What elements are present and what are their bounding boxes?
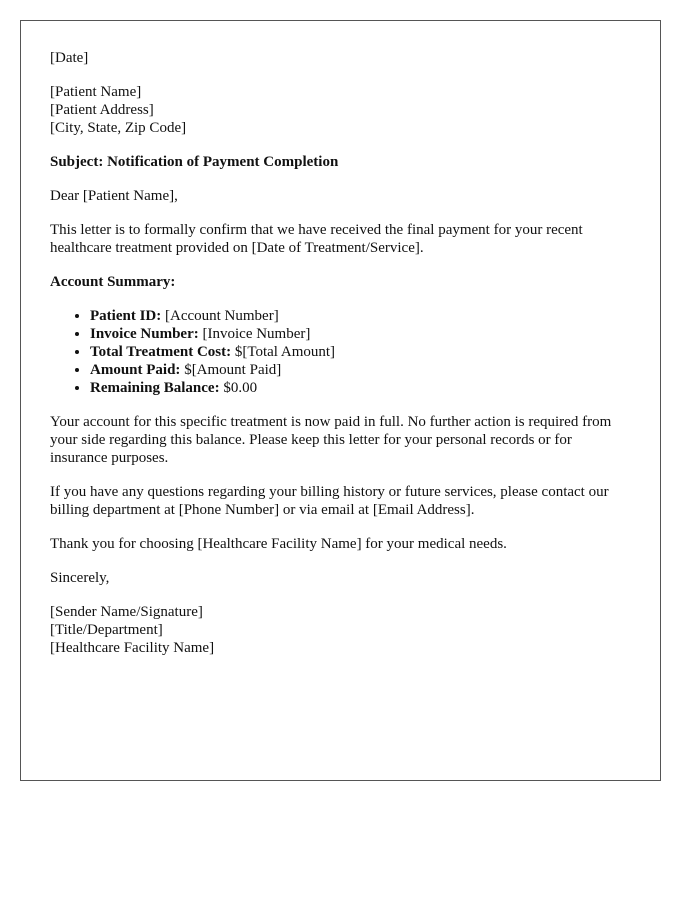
summary-item-value: $0.00 [223,380,258,396]
summary-item-label: Total Treatment Cost: [90,344,232,360]
summary-item-label: Remaining Balance: [90,380,220,396]
recipient-address: [Patient Address] [50,102,154,118]
account-summary-heading: Account Summary: [50,274,176,290]
summary-item-remaining-balance [90,379,630,397]
sender-facility: [Healthcare Facility Name] [50,640,215,656]
summary-item-amount-paid [90,361,630,379]
recipient-block [50,83,630,137]
intro-paragraph: This letter is to formally confirm that we have received the final payment for your recent healthcare treatment provided on [Date of Treatment/Service]. [50,222,583,256]
summary-item-label: Amount Paid: [90,362,181,378]
recipient-city-state-zip: [City, State, Zip Code] [50,120,187,136]
account-summary-list [50,307,630,397]
letter-page [20,20,661,781]
paid-in-full-paragraph: Your account for this specific treatment is now paid in full. No further action is required from your side regarding this balance. Please keep this letter for your personal records or for insurance purposes. [50,414,612,466]
closing: Sincerely, [50,570,110,586]
summary-item-value: [Account Number] [165,308,279,324]
questions-paragraph: If you have any questions regarding your billing history or future services, please contact our billing department at [Phone Number] or via email at [Email Address]. [50,484,609,518]
summary-item-patient-id [90,307,630,325]
summary-item-value: $[Total Amount] [234,344,336,360]
summary-item-label: Patient ID: [90,308,162,324]
summary-item-value: $[Amount Paid] [184,362,282,378]
sender-title: [Title/Department] [50,622,163,638]
summary-item-value: [Invoice Number] [202,326,311,342]
summary-item-invoice-number [90,325,630,343]
signature-block [50,603,630,657]
letter-date: [Date] [50,50,89,66]
recipient-name: [Patient Name] [50,84,142,100]
summary-item-label: Invoice Number: [90,326,199,342]
salutation: Dear [Patient Name], [50,188,178,204]
summary-item-total-cost [90,343,630,361]
subject-line: Subject: Notification of Payment Completion [50,154,339,170]
thank-you-paragraph: Thank you for choosing [Healthcare Facility Name] for your medical needs. [50,536,507,552]
letter-body [50,49,630,673]
sender-name: [Sender Name/Signature] [50,604,203,620]
